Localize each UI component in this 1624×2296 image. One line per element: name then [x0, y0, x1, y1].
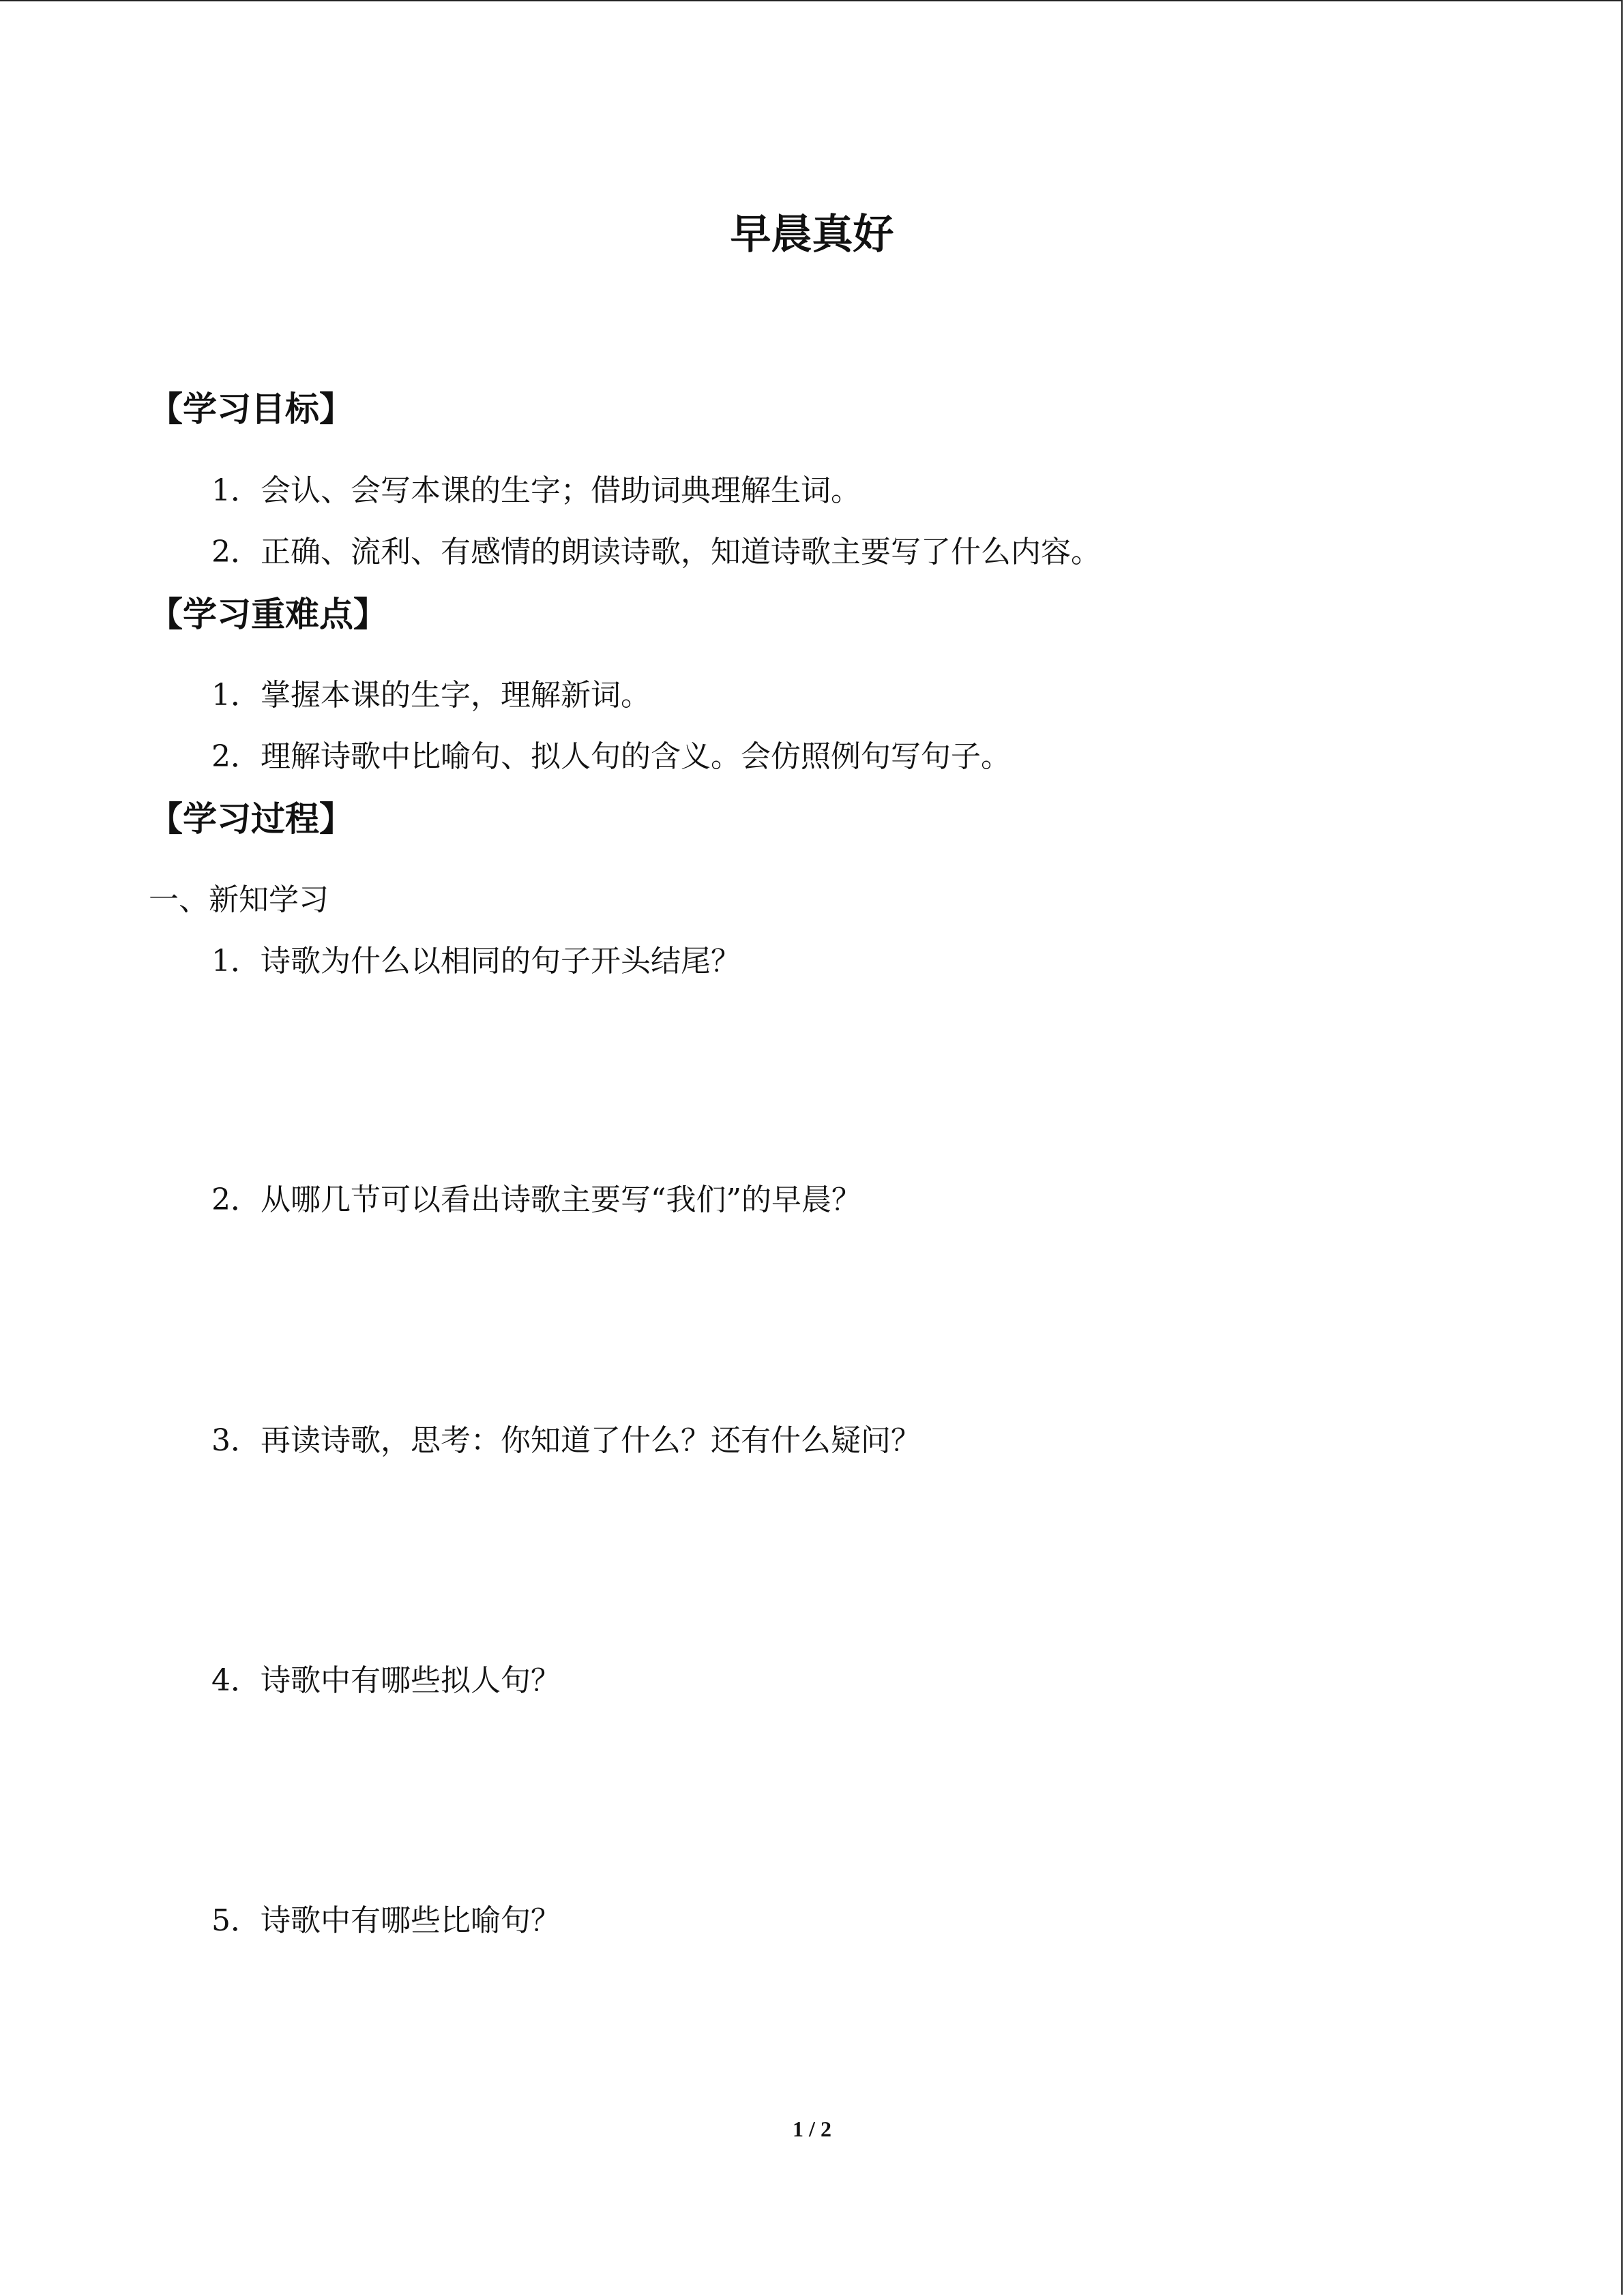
page-number: 1 / 2: [793, 2117, 831, 2141]
goal-item-1: 1．会认、会写本课的生字；借助词典理解生词。: [211, 473, 861, 508]
goal-item-2: 2．正确、流利、有感情的朗读诗歌，知道诗歌主要写了什么内容。: [211, 535, 1101, 569]
key-point-item-1: 1．掌握本课的生字，理解新词。: [211, 678, 651, 713]
page-title: 早晨真好: [730, 211, 894, 258]
question-5: 5．诗歌中有哪些比喻句？: [211, 1903, 561, 1938]
question-3: 3．再读诗歌，思考：你知道了什么？还有什么疑问？: [211, 1423, 921, 1458]
question-2: 2．从哪几节可以看出诗歌主要写“我们”的早晨？: [211, 1182, 861, 1217]
process-subhead: 一、新知学习: [149, 882, 329, 917]
section-heading-goals: 【学习目标】: [149, 389, 353, 429]
section-heading-key-points: 【学习重难点】: [149, 595, 387, 634]
section-heading-process: 【学习过程】: [149, 799, 353, 839]
key-point-item-2: 2．理解诗歌中比喻句、拟人句的含义。会仿照例句写句子。: [211, 739, 1011, 774]
question-1: 1．诗歌为什么以相同的句子开头结尾？: [211, 944, 741, 979]
question-4: 4．诗歌中有哪些拟人句？: [211, 1663, 561, 1698]
